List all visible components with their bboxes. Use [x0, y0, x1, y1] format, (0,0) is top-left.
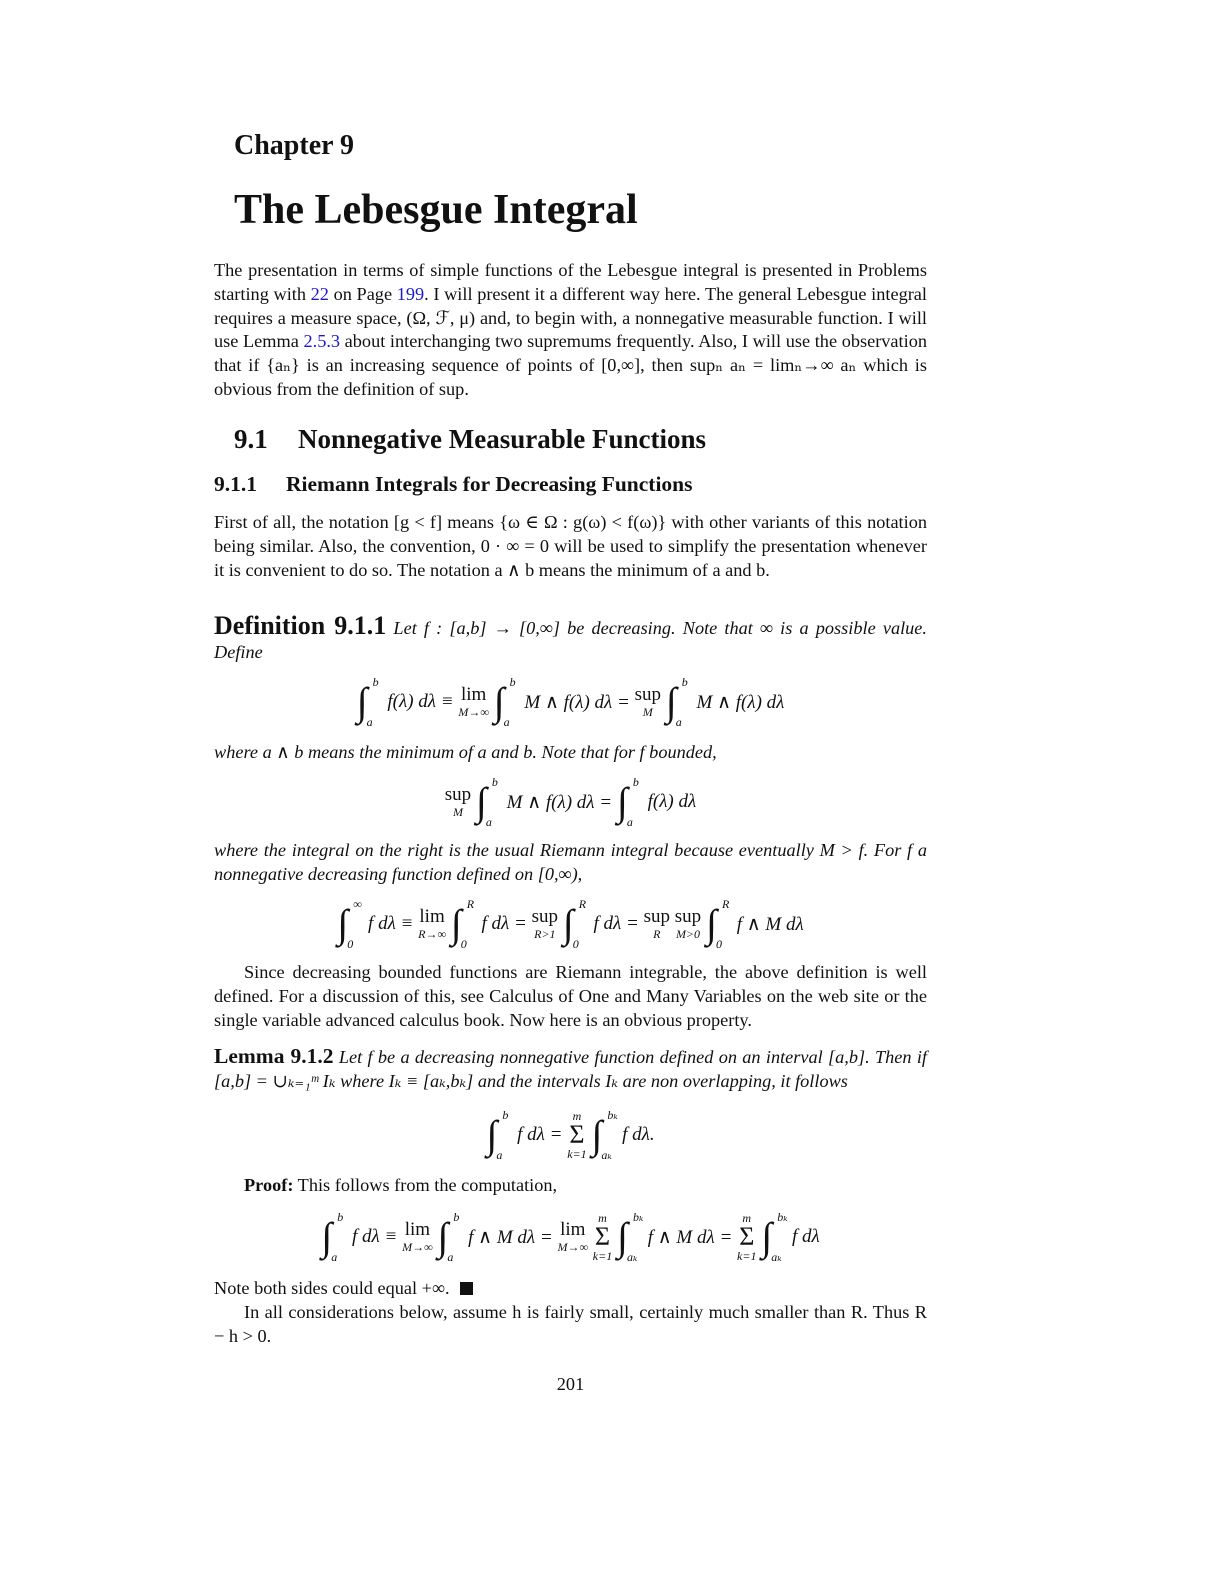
eq-term: f ∧ M dλ — [736, 913, 804, 935]
definition-heading: Definition 9.1.1 — [214, 611, 387, 640]
page-number: 201 — [556, 1374, 585, 1394]
eq-term: f dλ ≡ — [368, 913, 414, 934]
eq-term: f dλ = — [517, 1124, 563, 1145]
equation-definition — [214, 675, 927, 729]
integral-sign: ∫ R 0 — [705, 897, 730, 951]
eq-term: M ∧ f(λ) dλ = — [506, 791, 613, 813]
eq-term: M ∧ f(λ) dλ = — [524, 691, 630, 713]
proof-text: This follows from the computation, — [293, 1175, 558, 1195]
sup-operator: sup M — [444, 783, 472, 819]
page-link[interactable]: 199 — [396, 283, 425, 304]
subsection-number: 9.1.1 — [214, 472, 257, 496]
problem-link[interactable]: 22 — [310, 283, 329, 304]
notation-paragraph: First of all, the notation [g < f] means {ω ∈ Ω : g(ω) < f(ω)} with other variants of this notation being similar. Also, the convention, 0 · ∞ = 0 will be used to simplify the presentation whenever it is convenient to do so. The notation a ∧ b means the minimum of a and b. — [214, 512, 927, 580]
limit-operator: lim M→∞ — [402, 1218, 433, 1254]
integral-sign: ∫ R 0 — [450, 897, 475, 951]
proof-heading: Proof: — [244, 1175, 294, 1195]
integral-sign: ∫ b a — [665, 675, 688, 729]
riemann-note: where the integral on the right is the usual Riemann integral because eventually M > f. For f a nonnegative decreasing function defined on [0,∞), — [214, 840, 927, 884]
eq-term: f dλ. — [622, 1124, 655, 1145]
limit-operator: lim R→∞ — [418, 905, 447, 941]
riemann-integrable-paragraph: Since decreasing bounded functions are Riemann integrable, the above definition is well defined. For a discussion of this, see Calculus of One and Many Variables on the web site or the single variable advanced calculus book. Now here is an obvious property. — [214, 962, 927, 1030]
eq-term: f dλ = — [481, 913, 527, 934]
integral-sign: ∫ b a — [437, 1210, 460, 1264]
sup-operator: sup M>0 — [674, 905, 702, 941]
lemma-text: Let f be a decreasing nonnegative function defined on an interval [a,b]. Then if [a,b] = ∪ₖ₌₁ᵐ Iₖ where Iₖ ≡ [aₖ,bₖ] and the intervals Iₖ are non overlapping, it follows — [214, 1047, 927, 1091]
integral-sign: ∫ b a — [616, 775, 639, 829]
intro-text-3: . I will present it a different way here. The general Lebesgue integral requires a measure space, (Ω, ℱ, μ) and, to begin with, a nonnegative measurable function. I will use Lemma — [214, 283, 927, 352]
integral-sign: ∫ b a — [321, 1210, 344, 1264]
definition-note: where a ∧ b means the minimum of a and b. Note that for f bounded, — [214, 742, 717, 762]
section-number: 9.1 — [234, 424, 268, 454]
definition-text: Let f : [a,b] → [0,∞] be decreasing. Note that ∞ is a possible value. Define — [214, 618, 927, 662]
eq-term: f ∧ M dλ = — [647, 1226, 733, 1248]
intro-text-1: The presentation in terms of simple functions of the Lebesgue integral is presented in Problems starting with — [214, 260, 927, 304]
equation-lemma — [214, 1110, 927, 1160]
equation-bounded — [214, 775, 927, 829]
integral-sign: ∫ bₖ aₖ — [761, 1210, 788, 1264]
eq-term: f(λ) dλ — [647, 791, 697, 812]
sup-operator: sup M — [634, 683, 661, 719]
subsection-heading — [214, 472, 693, 497]
limit-operator: lim M→∞ — [557, 1218, 589, 1254]
definition-block — [214, 611, 927, 665]
final-paragraph: In all considerations below, assume h is fairly small, certainly much smaller than R. Thus R − h > 0. — [214, 1302, 927, 1346]
section-heading — [234, 424, 706, 455]
lemma-block — [214, 1045, 927, 1094]
integral-sign: ∫ ∞ 0 — [337, 897, 362, 951]
sup-operator: sup R — [643, 905, 671, 941]
sum-operator: m Σ k=1 — [737, 1211, 757, 1263]
integral-sign: ∫ bₖ aₖ — [591, 1108, 618, 1162]
note-text: Note both sides could equal +∞. — [214, 1278, 450, 1298]
sum-operator: m Σ k=1 — [592, 1211, 613, 1263]
equation-proof — [214, 1212, 927, 1262]
intro-paragraph — [214, 259, 927, 402]
chapter-label: Chapter 9 — [234, 130, 355, 161]
subsection-title: Riemann Integrals for Decreasing Functions — [286, 472, 693, 496]
eq-term: f ∧ M dλ = — [468, 1226, 553, 1248]
lemma-link[interactable]: 2.5.3 — [303, 331, 341, 352]
lemma-heading: Lemma 9.1.2 — [214, 1044, 334, 1068]
integral-sign: ∫ b a — [486, 1108, 509, 1162]
integral-sign: ∫ b a — [493, 675, 516, 729]
intro-text-2: on Page — [328, 283, 397, 304]
section-title: Nonnegative Measurable Functions — [298, 424, 706, 454]
note-line — [214, 1277, 927, 1301]
eq-term: f dλ ≡ — [351, 1226, 398, 1247]
eq-term: f dλ = — [593, 913, 639, 934]
limit-operator: lim M→∞ — [458, 683, 489, 719]
equation-improper — [214, 897, 927, 951]
integral-sign: ∫ bₖ aₖ — [616, 1210, 644, 1264]
eq-term: f dλ — [791, 1226, 820, 1247]
proof-line — [214, 1174, 927, 1198]
chapter-title: The Lebesgue Integral — [234, 187, 638, 233]
integral-sign: ∫ b a — [475, 775, 498, 829]
sum-operator: m Σ k=1 — [567, 1109, 587, 1161]
sup-operator: sup R>1 — [531, 905, 559, 941]
integral-sign: ∫ b a — [356, 675, 379, 729]
integral-sign: ∫ R 0 — [562, 897, 587, 951]
qed-square-icon — [460, 1282, 473, 1295]
eq-term: M ∧ f(λ) dλ — [696, 691, 785, 713]
eq-term: f(λ) dλ ≡ — [387, 691, 454, 712]
intro-text-4: about interchanging two supremums frequently. Also, I will use the observation that if {aₙ} is an increasing sequence of points of [0,∞], then supₙ aₙ = limₙ→∞ aₙ which is obvious from the definition of sup. — [214, 331, 927, 399]
